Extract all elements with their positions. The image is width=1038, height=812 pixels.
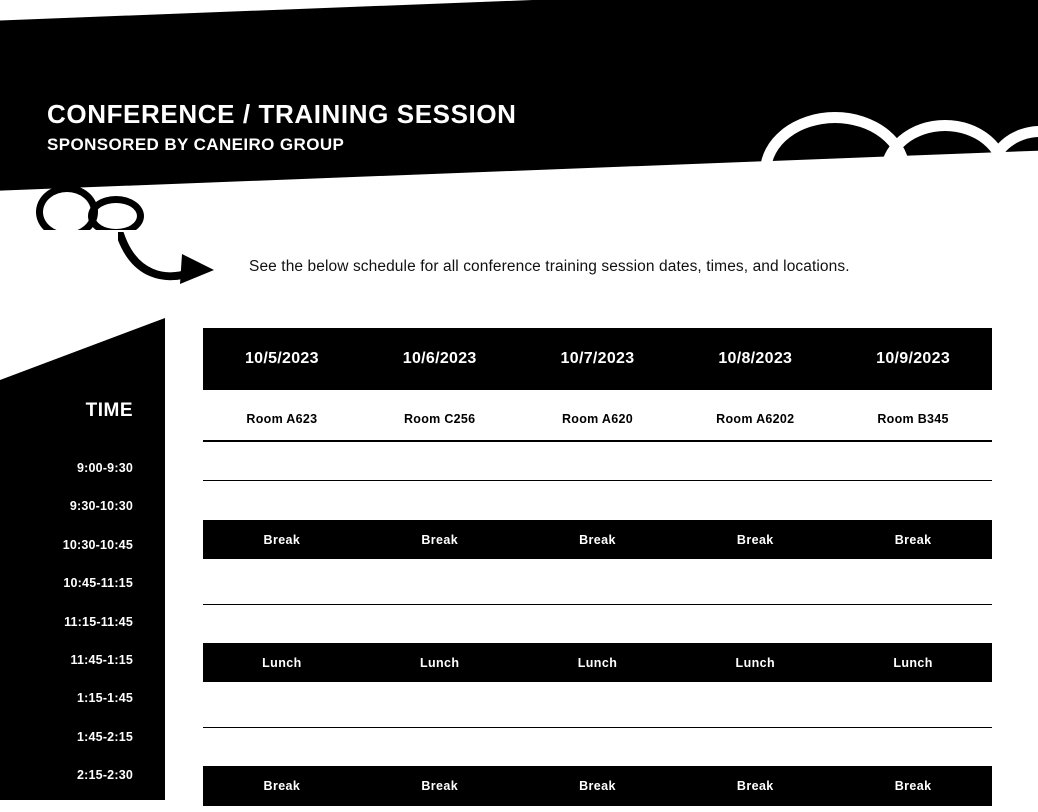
scribble-loop-icon <box>74 34 146 78</box>
table-row[interactable] <box>203 442 992 481</box>
room-cell: Room A6202 <box>716 412 795 426</box>
room-cell: Room B345 <box>877 412 949 426</box>
table-row[interactable] <box>203 521 992 559</box>
table-row[interactable] <box>203 688 992 727</box>
schedule-cell[interactable]: Lunch <box>262 656 302 671</box>
page-title: CONFERENCE / TRAINING SESSION <box>47 99 517 129</box>
table-body <box>203 442 992 812</box>
time-slot: 11:15-11:45 <box>64 614 133 629</box>
date-header-cell: 10/9/2023 <box>876 350 951 367</box>
time-slot: 11:45-1:15 <box>70 652 133 667</box>
time-slot: 10:30-10:45 <box>62 537 133 552</box>
schedule-cell[interactable]: Break <box>894 779 932 794</box>
time-slot-list <box>0 449 133 795</box>
schedule-cell[interactable]: Lunch <box>735 656 776 671</box>
table-row[interactable] <box>203 644 992 682</box>
schedule-cell[interactable]: Break <box>421 532 459 547</box>
table-row[interactable] <box>203 565 992 604</box>
table-row[interactable] <box>203 728 992 767</box>
page-header <box>0 0 1038 230</box>
time-slot: 1:15-1:45 <box>77 691 133 706</box>
table-row[interactable] <box>203 605 992 644</box>
schedule-cell[interactable]: Lunch <box>577 656 618 671</box>
header-text-block <box>47 100 517 155</box>
date-header-cell: 10/7/2023 <box>560 350 635 367</box>
time-slot: 2:15-2:30 <box>77 768 133 783</box>
date-header-cell: 10/5/2023 <box>244 350 319 367</box>
schedule-table <box>203 328 992 812</box>
schedule-cell[interactable]: Break <box>263 532 301 547</box>
scribble-loop-icon <box>88 196 144 230</box>
schedule-cell[interactable]: Break <box>579 779 616 794</box>
schedule-cell[interactable]: Break <box>894 532 932 547</box>
table-room-row <box>203 398 992 440</box>
schedule-cell[interactable]: Lunch <box>419 656 460 671</box>
room-cell: Room A620 <box>561 412 633 426</box>
time-column-header: TIME <box>85 400 133 421</box>
date-header-cell: 10/6/2023 <box>402 350 477 367</box>
date-header-cell: 10/8/2023 <box>718 350 793 367</box>
time-slot: 9:30-10:30 <box>69 499 133 514</box>
table-row[interactable] <box>203 481 992 520</box>
time-slot: 1:45-2:15 <box>77 729 133 744</box>
schedule-cell[interactable]: Break <box>263 779 301 794</box>
time-slot: 10:45-11:15 <box>63 576 133 591</box>
row-spacer <box>203 806 992 812</box>
time-column <box>0 400 133 795</box>
schedule-cell[interactable]: Lunch <box>893 656 933 671</box>
schedule-cell[interactable]: Break <box>421 779 459 794</box>
schedule-cell[interactable]: Break <box>736 532 774 547</box>
intro-text: See the below schedule for all conference training session dates, times, and locations. <box>249 258 850 275</box>
schedule-cell[interactable]: Break <box>736 779 774 794</box>
scribble-loop-icon <box>36 185 98 230</box>
page-subtitle: SPONSORED BY CANEIRO GROUP <box>47 134 345 154</box>
curved-arrow-icon <box>118 232 228 292</box>
time-slot: 9:00-9:30 <box>77 461 133 475</box>
room-cell: Room A623 <box>246 412 318 426</box>
schedule-cell[interactable]: Break <box>579 532 616 547</box>
table-header-row <box>203 328 992 390</box>
room-cell: Room C256 <box>403 412 476 426</box>
